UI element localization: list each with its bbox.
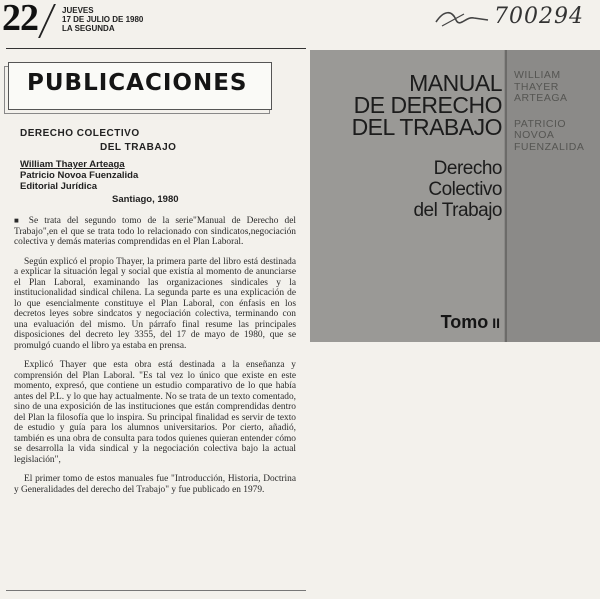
book-cover-image (310, 50, 600, 342)
book-title-line-2: DEL TRABAJO (100, 142, 177, 153)
cover-subtitle-line-3: del Trabajo (413, 200, 502, 221)
cover-author-1-line-3: ARTEAGA (514, 92, 568, 104)
article-paragraph-1 (14, 216, 296, 248)
book-title-line-1: DERECHO COLECTIVO (20, 128, 140, 139)
cover-authors (514, 70, 584, 153)
cover-author-2-line-3: FUENZALIDA (514, 140, 585, 153)
newspaper-header (0, 0, 600, 44)
cover-subtitle (413, 158, 502, 221)
header-slash-divider (38, 4, 56, 38)
cover-subtitle-line-2: Colectivo (428, 179, 502, 200)
cover-divider (505, 50, 507, 342)
cover-author-gap (514, 105, 584, 119)
header-rule (6, 48, 306, 49)
bottom-rule (6, 590, 306, 591)
book-author-2: Patricio Novoa Fuenzalida (20, 170, 139, 181)
cover-volume (441, 312, 500, 333)
cover-title-line-2: DE DERECHO (353, 92, 502, 118)
cover-author-2-line-2: NOVOA (514, 129, 555, 141)
book-place-year: Santiago, 1980 (112, 194, 179, 205)
handwritten-archive-number: 700294 (494, 4, 584, 29)
cover-title (352, 72, 502, 138)
cover-volume-number: II (492, 315, 500, 331)
section-header-box (8, 62, 272, 110)
cover-title-line-1: MANUAL (409, 70, 502, 96)
header-section: LA SEGUNDA (62, 24, 115, 33)
cover-author-2-line-1: PATRICIO (514, 117, 567, 130)
article-paragraph-4: El primer tomo de estos manuales fue "Introducción, Historia, Doctrina y Generalidades del derecho del Trabajo" y fue publicado en 1979. (14, 474, 296, 495)
section-title: PUBLICACIONES (27, 70, 248, 96)
page-number: 22 (2, 0, 38, 39)
bullet-icon: ■ (14, 216, 23, 225)
book-author-1: William Thayer Arteaga (20, 159, 125, 170)
article-paragraph-3: Explicó Thayer que esta obra está destinada a la enseñanza y comprensión del Plan Laboral. "Es tal vez lo único que existe en este momento, expresó, que contiene un estudio comparativo de lo que había antes del P.L. y lo que hay actualmente. No se trata de un texto comentado, sino de una exposición de las instituciones que están comprendidas dentro del Plan la filosofía que lo inspira. Su principal finalidad es servir de texto de estudio y guía para los alumnos universitarios. Por cierto, añadió, también es una obra de consulta para todos quienes quieran entender cómo se desarrolla la vida sindical y la negociación colectiva bajo la actual legislación", (14, 360, 296, 465)
header-date: 17 DE JULIO DE 1980 (62, 15, 144, 24)
article-body (14, 216, 296, 504)
cover-author-1-line-2: THAYER (514, 80, 559, 93)
handwritten-scribble-icon (434, 8, 490, 30)
header-day: JUEVES (62, 6, 94, 15)
article-paragraph-1-text: Se trata del segundo tomo de la serie"Manual de Derecho del Trabajo",en el que se trata todo lo relacionado con sindicatos,negociación colectiva y demás materias comprendidas en el Plan Laboral. (14, 216, 296, 247)
cover-subtitle-line-1: Derecho (433, 158, 502, 179)
cover-volume-label: Tomo (440, 312, 489, 332)
book-publisher: Editorial Jurídica (20, 181, 98, 192)
article-paragraph-2: Según explicó el propio Thayer, la primera parte del libro está destinada a explicar la situación legal y social que existía al momento de anunciarse el Plan Laboral, examinando las organizaciones sindicales y la institucionalidad sindical chilena. La segunda parte es una explicación de lo que esencialmente constituye el Plan Laboral, con énfasis en los decretos leyes sobre sindcatos y negociación colectiva, terminando con una evaluación del mismo. Un párrafo final resume las principales disposiciones del decreto ley 3355, del 17 de mayo de 1980, que se promulgó cuando el libro ya estaba en prensa. (14, 256, 296, 351)
header-dateline (62, 6, 143, 33)
cover-title-line-3: DEL TRABAJO (351, 114, 502, 140)
cover-author-1-line-1: WILLIAM (514, 69, 561, 81)
